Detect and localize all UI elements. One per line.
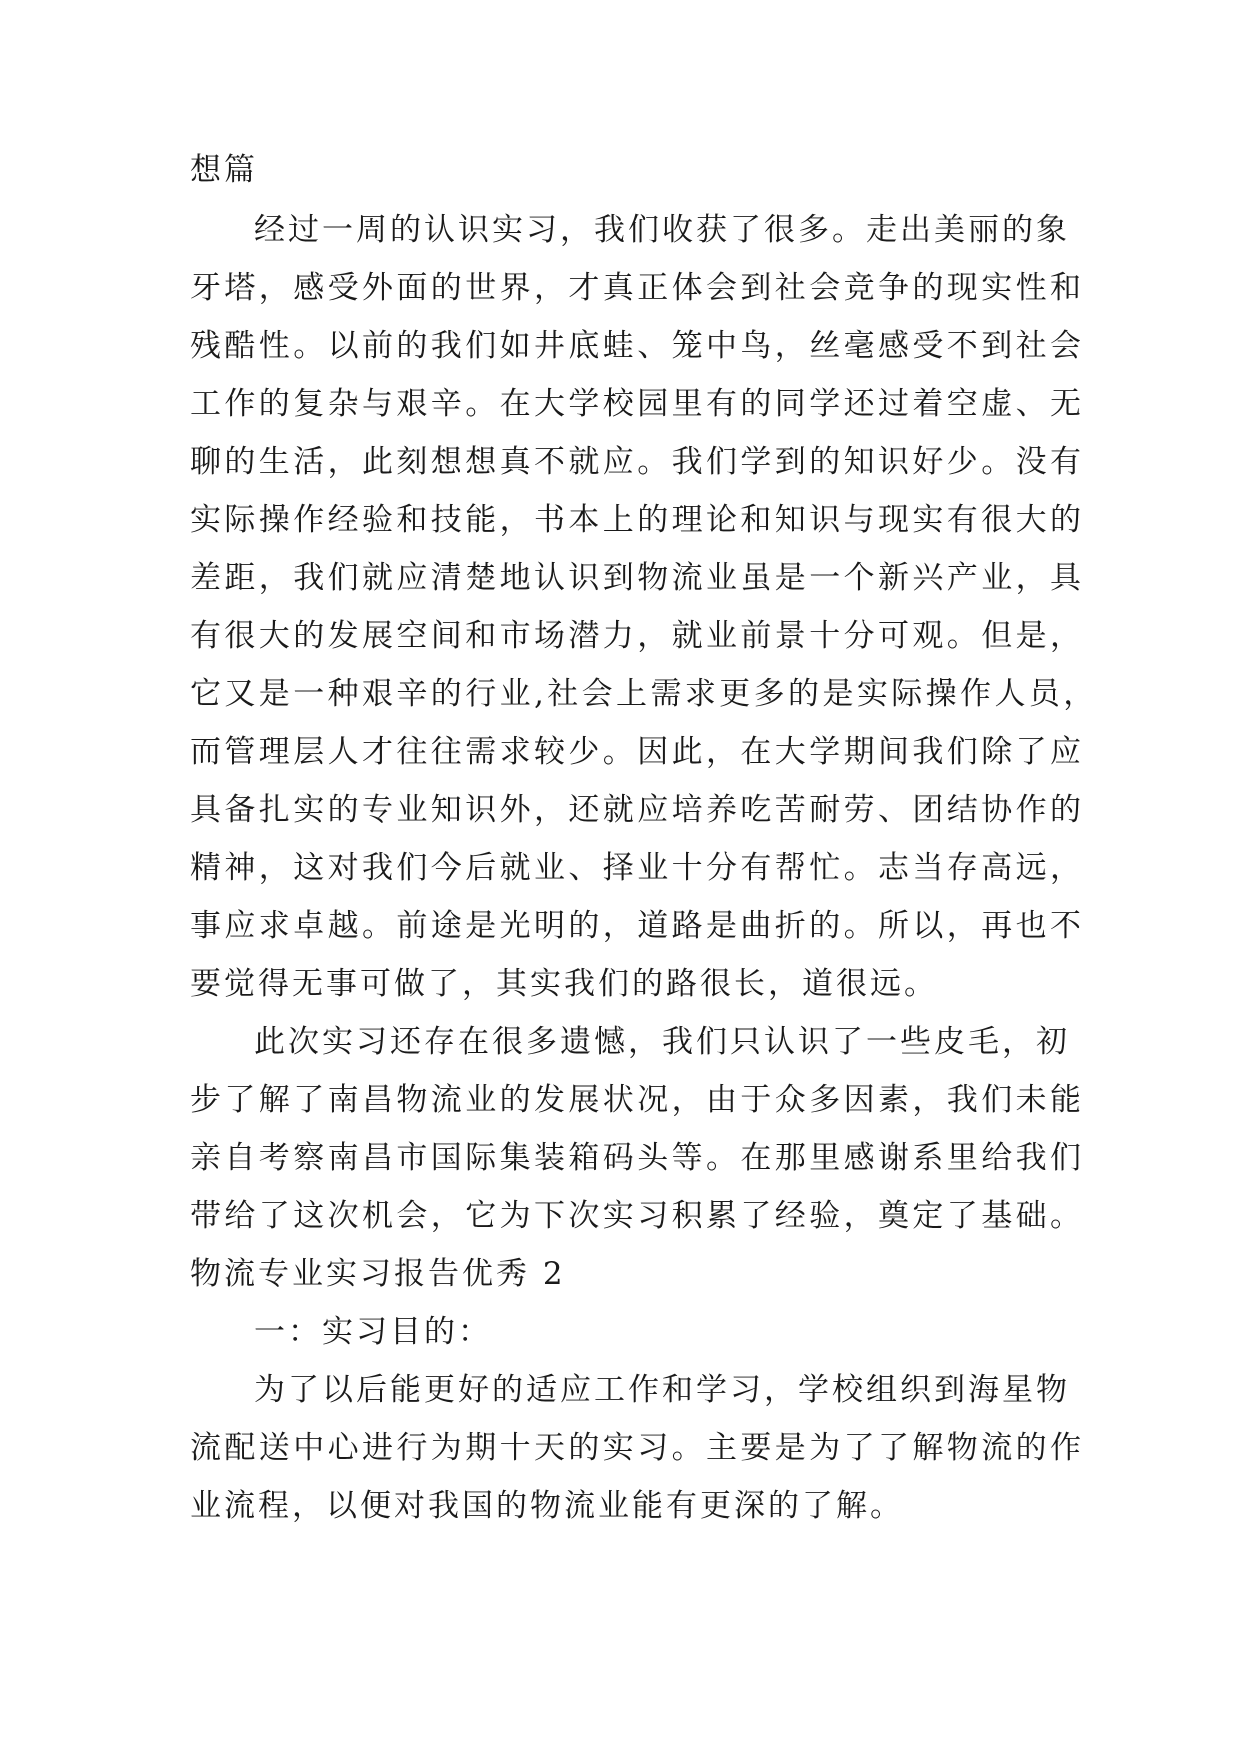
paragraph-line: 聊的生活，此刻想想真不就应。我们学到的知识好少。没有 (190, 444, 1085, 480)
paragraph-line: 此次实习还存在很多遗憾，我们只认识了一些皮毛，初 (254, 1024, 1070, 1060)
paragraph-line: 业流程，以便对我国的物流业能有更深的了解。 (190, 1488, 904, 1524)
paragraph-line: 残酷性。以前的我们如井底蛙、笼中鸟，丝毫感受不到社会 (190, 328, 1085, 364)
paragraph-line: 经过一周的认识实习，我们收获了很多。走出美丽的象 (254, 212, 1070, 248)
paragraph-line: 为了以后能更好的适应工作和学习，学校组织到海星物 (254, 1372, 1070, 1408)
paragraph-line: 而管理层人才往往需求较少。因此，在大学期间我们除了应 (190, 734, 1085, 770)
paragraph-line: 具备扎实的专业知识外，还就应培养吃苦耐劳、团结协作的 (190, 792, 1085, 828)
paragraph-line: 流配送中心进行为期十天的实习。主要是为了了解物流的作 (190, 1430, 1085, 1466)
paragraph-line: 工作的复杂与艰辛。在大学校园里有的同学还过着空虚、无 (190, 386, 1085, 422)
paragraph-line: 亲自考察南昌市国际集装箱码头等。在那里感谢系里给我们 (190, 1140, 1085, 1176)
paragraph-line: 牙塔，感受外面的世界，才真正体会到社会竞争的现实性和 (190, 270, 1085, 306)
paragraph-line: 精神，这对我们今后就业、择业十分有帮忙。志当存高远， (190, 850, 1085, 886)
paragraph-line: 带给了这次机会，它为下次实习积累了经验，奠定了基础。 (190, 1198, 1085, 1234)
paragraph-line: 它又是一种艰辛的行业,社会上需求更多的是实际操作人员， (190, 676, 1098, 712)
paragraph-line: 事应求卓越。前途是光明的，道路是曲折的。所以，再也不 (190, 908, 1085, 944)
section-heading: 物流专业实习报告优秀 2 (190, 1256, 566, 1292)
paragraph-line: 差距，我们就应清楚地认识到物流业虽是一个新兴产业，具 (190, 560, 1085, 596)
section-title-fragment: 想篇 (190, 152, 258, 188)
paragraph-line: 实际操作经验和技能，书本上的理论和知识与现实有很大的 (190, 502, 1085, 538)
paragraph-line: 有很大的发展空间和市场潜力，就业前景十分可观。但是， (190, 618, 1085, 654)
paragraph-line: 步了解了南昌物流业的发展状况，由于众多因素，我们未能 (190, 1082, 1085, 1118)
paragraph-line: 要觉得无事可做了，其实我们的路很长，道很远。 (190, 966, 938, 1002)
subsection-heading: 一：实习目的： (254, 1314, 492, 1350)
